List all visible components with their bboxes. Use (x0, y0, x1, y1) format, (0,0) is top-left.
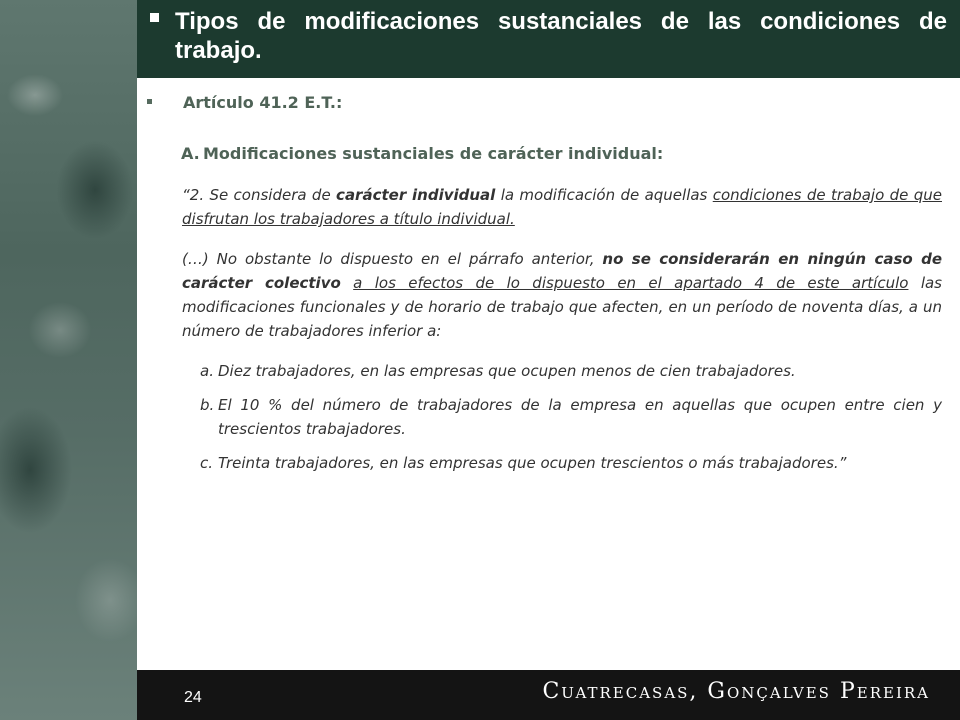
list-item (182, 359, 942, 383)
paragraph-2-text-1: (…) No obstante lo dispuesto en el párrafo anterior, (182, 250, 603, 268)
section-heading-text: Modificaciones sustanciales de carácter individual: (203, 144, 664, 163)
list-item (182, 451, 942, 475)
decorative-photo-strip (0, 0, 137, 720)
slide-title: Tipos de modificaciones sustanciales de las condiciones de trabajo. (175, 8, 947, 64)
slide-content (137, 78, 960, 670)
square-bullet-icon (147, 99, 152, 104)
paragraph-1-bold: carácter individual (336, 186, 496, 204)
section-letter: A. (181, 144, 200, 163)
threshold-list (182, 359, 942, 475)
page-number: 24 (184, 689, 202, 706)
paragraph-2 (182, 247, 942, 343)
paragraph-1-text-2: la modificación de aquellas (495, 186, 713, 204)
title-bar (137, 0, 960, 78)
paragraph-2-bold: no se considerarán en ningún caso de carácter colectivo (182, 250, 942, 292)
article-label: Artículo 41.2 E.T.: (183, 93, 343, 112)
section-heading (181, 144, 663, 163)
list-item-text: Treinta trabajadores, en las empresas que ocupen trescientos o más trabajadores.” (218, 454, 847, 472)
list-item-letter: a. (200, 362, 214, 380)
title-bullet-icon (150, 13, 159, 22)
list-item (182, 393, 942, 441)
firm-logo-text: Cuatrecasas, Gonçalves Pereira (542, 679, 930, 704)
paragraph-2-text-2 (341, 274, 353, 292)
paragraph-2-text-3: las modificaciones funcionales y de horario de trabajo que afecten, en un período de noventa días, a un número de trabajadores inferior a: (182, 274, 942, 340)
list-item-letter: b. (200, 396, 215, 414)
list-item-text: Diez trabajadores, en las empresas que ocupen menos de cien trabajadores. (218, 362, 796, 380)
list-item-letter: c. (200, 454, 214, 472)
legal-quote (182, 183, 942, 485)
paragraph-2-underlined: a los efectos de lo dispuesto en el apartado 4 de este artículo (353, 274, 909, 292)
list-item-text: El 10 % del número de trabajadores de la empresa en aquellas que ocupen entre cien y trescientos trabajadores. (218, 396, 942, 438)
paragraph-1-text-1: “2. Se considera de (182, 186, 337, 204)
paragraph-1 (182, 183, 942, 231)
footer-bar (137, 670, 960, 720)
paragraph-1-underlined: condiciones de trabajo de que disfrutan los trabajadores a título individual. (182, 186, 942, 228)
